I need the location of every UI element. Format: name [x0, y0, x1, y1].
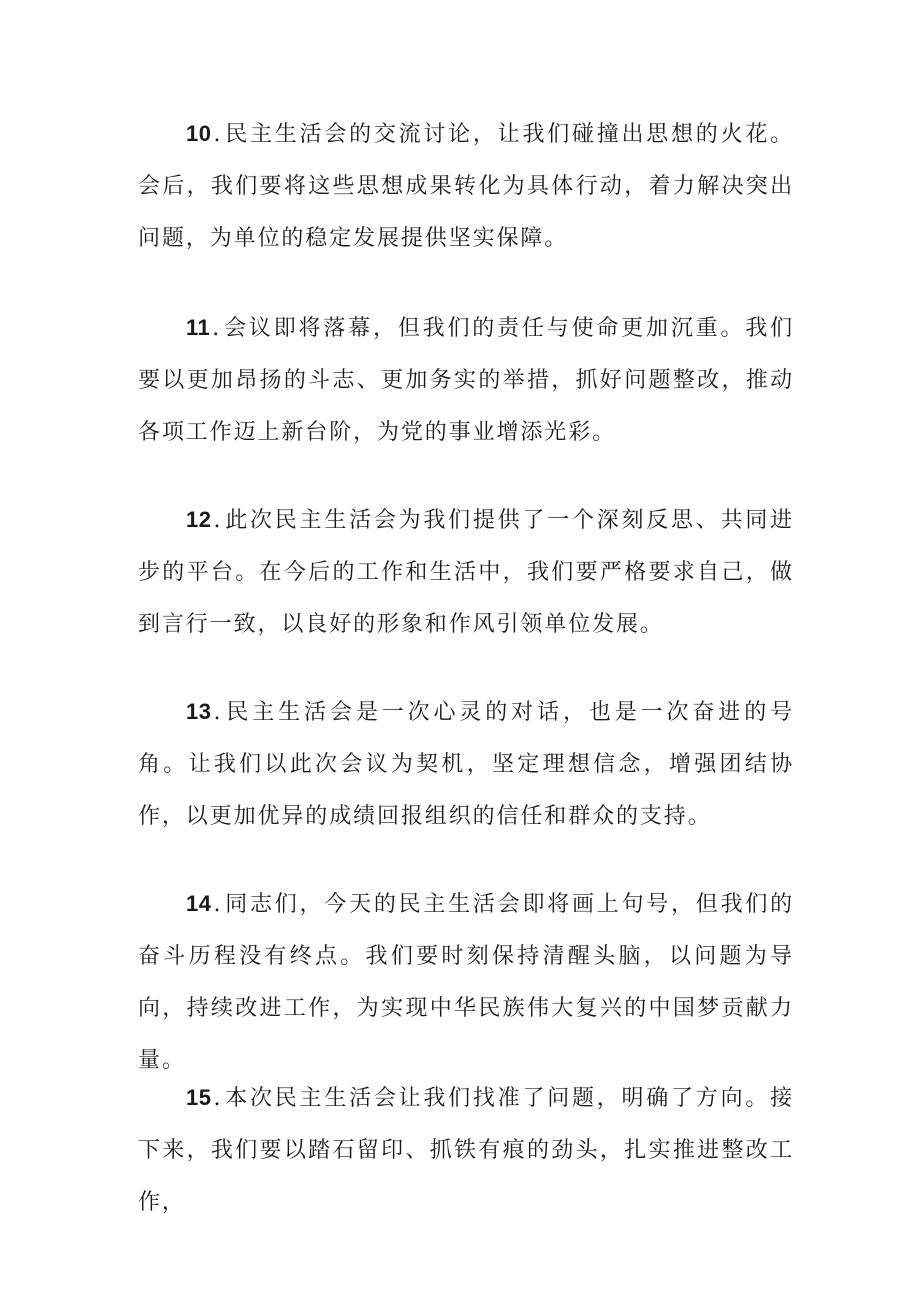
paragraph-13	[138, 686, 794, 843]
paragraph-text: 民主生活会是一次心灵的对话，也是一次奋进的号角。让我们以此次会议为契机，坚定理想信念，增强团结协作，以更加优异的成绩回报组织的信任和群众的支持。	[138, 700, 794, 829]
paragraph-separator: .	[213, 122, 223, 147]
paragraph-separator: .	[212, 316, 222, 341]
paragraph-15	[138, 1072, 794, 1229]
paragraph-separator: .	[213, 1086, 223, 1111]
paragraph-10	[138, 108, 794, 265]
paragraph-text: 民主生活会的交流讨论，让我们碰撞出思想的火花。会后，我们要将这些思想成果转化为具体行动，着力解决突出问题，为单位的稳定发展提供坚实保障。	[138, 122, 794, 251]
paragraph-text: 本次民主生活会让我们找准了问题，明确了方向。接下来，我们要以踏石留印、抓铁有痕的劲头，扎实推进整改工作，	[138, 1086, 794, 1215]
paragraph-14	[138, 878, 794, 1087]
paragraph-text: 会议即将落幕，但我们的责任与使命更加沉重。我们要以更加昂扬的斗志、更加务实的举措，抓好问题整改，推动各项工作迈上新台阶，为党的事业增添光彩。	[138, 316, 794, 445]
paragraph-separator: .	[213, 892, 223, 917]
paragraph-number: 12	[186, 507, 212, 532]
paragraph-12	[138, 494, 794, 651]
paragraph-separator: .	[213, 700, 223, 725]
paragraph-text: 此次民主生活会为我们提供了一个深刻反思、共同进步的平台。在今后的工作和生活中，我们要严格要求自己，做到言行一致，以良好的形象和作风引领单位发展。	[138, 508, 794, 637]
paragraph-number: 10	[186, 121, 212, 146]
paragraph-number: 11	[186, 315, 211, 340]
paragraph-text: 同志们，今天的民主生活会即将画上句号，但我们的奋斗历程没有终点。我们要时刻保持清醒头脑，以问题为导向，持续改进工作，为实现中华民族伟大复兴的中国梦贡献力量。	[138, 892, 794, 1073]
paragraph-number: 15	[186, 1085, 212, 1110]
paragraph-number: 14	[186, 891, 212, 916]
paragraph-number: 13	[186, 699, 212, 724]
paragraph-separator: .	[213, 508, 223, 533]
paragraph-11	[138, 302, 794, 459]
